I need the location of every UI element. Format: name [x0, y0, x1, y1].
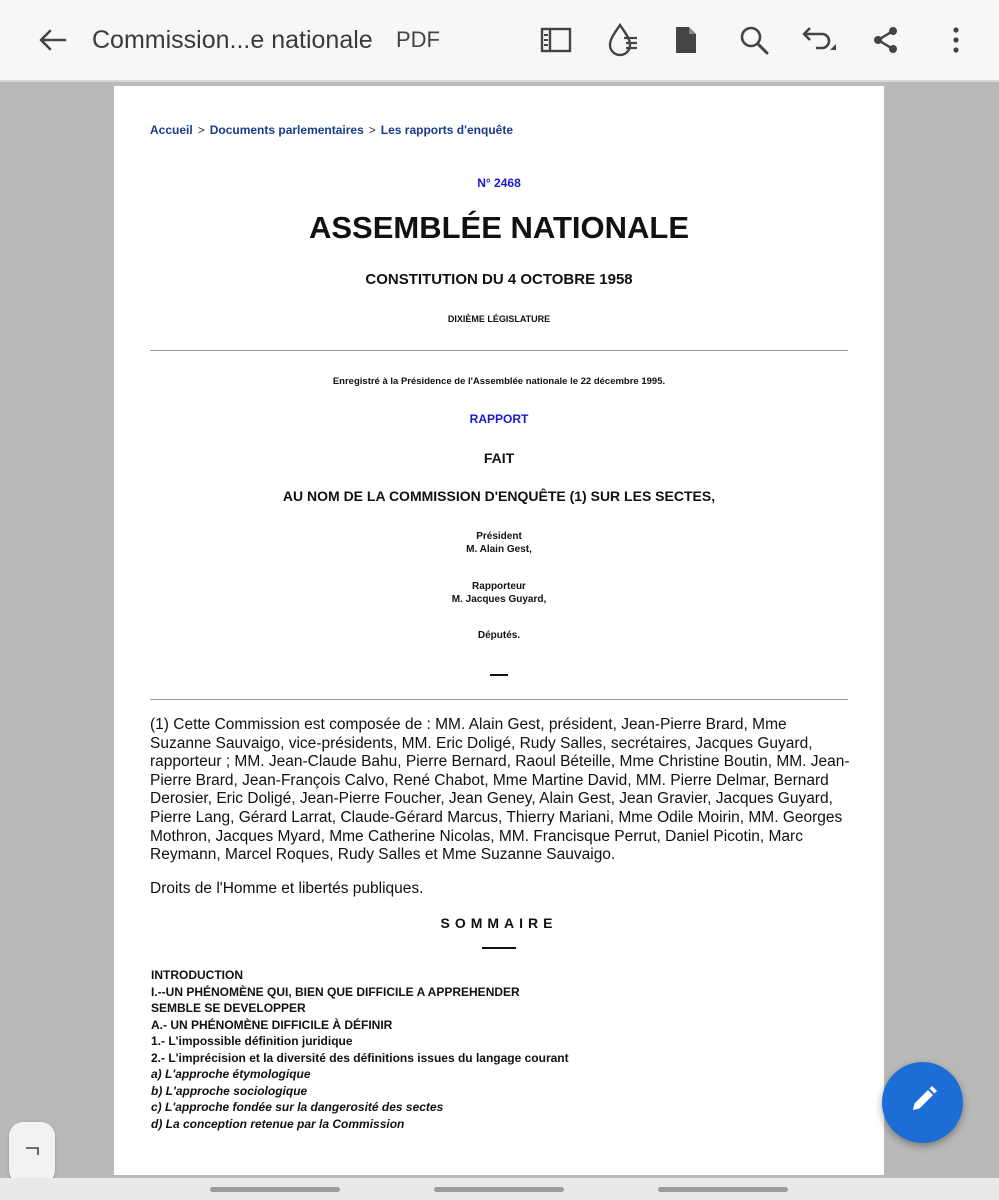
- deputes-label: Députés.: [477, 630, 521, 641]
- president-block: [114, 530, 884, 556]
- toc-item[interactable]: A.- UN PHÉNOMÈNE DIFFICILE À DÉFINIR: [151, 1017, 393, 1032]
- president-label: Président: [476, 531, 522, 542]
- panel-icon[interactable]: [532, 0, 580, 80]
- breadcrumb-separator: >: [368, 123, 376, 137]
- pdf-page: [114, 86, 884, 1175]
- undo-icon[interactable]: [796, 0, 844, 80]
- registration-text: Enregistré à la Présidence de l'Assemblée nationale le 22 décembre 1995.: [332, 376, 666, 387]
- breadcrumb-link-documents[interactable]: Documents parlementaires: [209, 123, 364, 137]
- edit-fab-button[interactable]: [882, 1062, 963, 1143]
- rapporteur-label: Rapporteur: [472, 581, 526, 592]
- divider: [150, 350, 848, 351]
- document-icon[interactable]: [662, 0, 710, 80]
- table-of-contents: [151, 967, 851, 1132]
- toc-item[interactable]: 2.- L'imprécision et la diversité des définitions issues du langage courant: [151, 1050, 569, 1065]
- divider: [150, 699, 848, 700]
- commission-composition: (1) Cette Commission est composée de : MM. Alain Gest, président, Jean-Pierre Brard, Mme Suzanne Sauvaigo, vice-présidents, MM. Eric Doligé, Rudy Salles, secrétaires, Jacques Guyard, rapporteur ; MM. Jean-Claude Bahu, Pierre Bernard, Raoul Béteille, Mme Christine Boutin, MM. Jean-Pierre Brard, Jean-François Calvo, René Chabot, Mme Martine David, MM. Pierre Delmar, Bernard Derosier, Eric Doligé, Jean-Pierre Foucher, Jean Geney, Alain Gest, Jean Gravier, Jacques Guyard, Pierre Lang, Gérard Larrat, Claude-Gérard Marcus, Thierry Mariani, Mme Odile Moirin, MM. Georges Mothron, Jacques Myard, Mme Catherine Nicolas, MM. Francisque Perrut, Daniel Picotin, Marc Reymann, Marcel Roques, Rudy Salles et Mme Suzanne Sauvaigo.: [150, 716, 850, 864]
- edit-pencil-icon: [907, 1084, 939, 1121]
- toc-item[interactable]: b) L'approche sociologique: [151, 1083, 308, 1098]
- toc-item[interactable]: INTRODUCTION: [151, 968, 243, 982]
- constitution-heading: CONSTITUTION DU 4 OCTOBRE 1958: [365, 271, 633, 288]
- search-icon[interactable]: [730, 0, 778, 80]
- liquid-mode-icon[interactable]: [598, 0, 646, 80]
- dash-divider: [482, 947, 516, 949]
- toc-item[interactable]: SEMBLE SE DEVELOPPER: [151, 1001, 306, 1015]
- fait-heading: FAIT: [483, 450, 515, 466]
- share-icon[interactable]: [862, 0, 910, 80]
- commission-heading: AU NOM DE LA COMMISSION D'ENQUÊTE (1) SUR LES SECTES,: [282, 488, 716, 504]
- file-type-label: PDF: [396, 27, 440, 52]
- rapporteur-block: [114, 580, 884, 606]
- nav-handle[interactable]: [434, 1187, 564, 1192]
- toc-item[interactable]: c) L'approche fondée sur la dangerosité des sectes: [151, 1100, 444, 1114]
- breadcrumb: [150, 123, 513, 137]
- rapport-link[interactable]: RAPPORT: [469, 412, 529, 426]
- document-number[interactable]: N° 2468: [477, 176, 521, 190]
- side-handle-tab[interactable]: [9, 1122, 55, 1184]
- rapporteur-name: M. Jacques Guyard,: [451, 594, 547, 605]
- side-handle-icon: [23, 1144, 41, 1163]
- document-title: Commission...e nationale: [92, 25, 373, 54]
- subject-line: Droits de l'Homme et libertés publiques.: [150, 880, 424, 897]
- breadcrumb-link-accueil[interactable]: Accueil: [150, 123, 193, 137]
- legislature-label: DIXIÈME LÉGISLATURE: [447, 314, 551, 324]
- more-vert-icon[interactable]: [932, 0, 980, 80]
- assembly-heading: ASSEMBLÉE NATIONALE: [308, 210, 690, 245]
- toc-item[interactable]: 1.- L'impossible définition juridique: [151, 1034, 353, 1048]
- app-toolbar: [0, 0, 999, 82]
- president-name: M. Alain Gest,: [466, 544, 532, 555]
- sommaire-heading: SOMMAIRE: [440, 915, 558, 931]
- breadcrumb-separator: >: [197, 123, 205, 137]
- toc-item[interactable]: d) La conception retenue par la Commission: [151, 1116, 405, 1131]
- toc-item[interactable]: I.--UN PHÉNOMÈNE QUI, BIEN QUE DIFFICILE A APPREHENDER: [151, 984, 520, 999]
- nav-handle[interactable]: [658, 1187, 788, 1192]
- nav-handle[interactable]: [210, 1187, 340, 1192]
- back-arrow-icon[interactable]: [28, 0, 76, 80]
- breadcrumb-link-rapports[interactable]: Les rapports d'enquête: [380, 123, 513, 137]
- dash-divider: [490, 674, 508, 676]
- toc-item[interactable]: a) L'approche étymologique: [151, 1067, 311, 1081]
